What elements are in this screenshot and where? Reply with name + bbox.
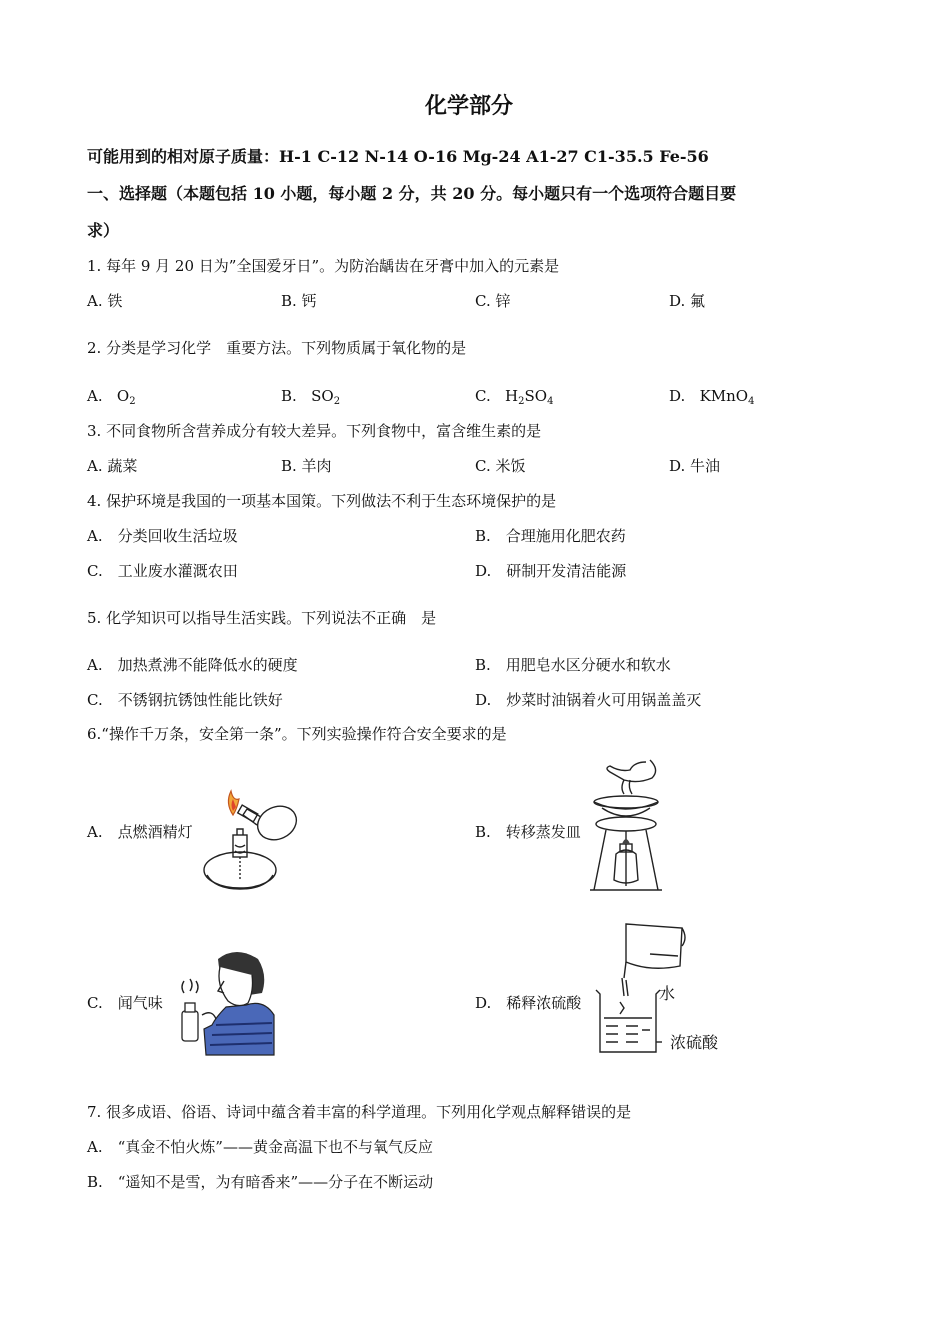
water-label: 水: [659, 984, 676, 1003]
q4-option-a[interactable]: A. 分类回收生活垃圾: [87, 527, 238, 545]
q5-option-a[interactable]: A. 加热煮沸不能降低水的硬度: [87, 656, 298, 674]
subscript: 2: [129, 396, 136, 407]
q4-option-c[interactable]: C. 工业废水灌溉农田: [87, 562, 238, 580]
q3-option-b[interactable]: B. 羊肉: [281, 457, 332, 475]
option-label: A.: [87, 387, 103, 405]
q6-option-c[interactable]: C. 闻气味: [87, 994, 163, 1012]
q2-option-c[interactable]: [475, 386, 553, 406]
q4-stem: 4. 保护环境是我国的一项基本国策。下列做法不利于生态环境保护的是: [87, 492, 557, 510]
option-label: B.: [281, 387, 297, 405]
formula: O: [116, 387, 130, 405]
subscript: 2: [518, 396, 525, 407]
q3-option-d[interactable]: D. 牛油: [669, 457, 721, 475]
q2-option-d[interactable]: [669, 386, 754, 406]
q3-option-a[interactable]: A. 蔬菜: [87, 457, 138, 475]
formula: SO: [311, 387, 334, 405]
q7-option-b[interactable]: B. “遥知不是雪，为有暗香来”——分子在不断运动: [87, 1173, 434, 1191]
formula: H: [505, 387, 519, 405]
q5-option-c[interactable]: C. 不锈钢抗锈蚀性能比铁好: [87, 691, 283, 709]
q7-option-a[interactable]: A. “真金不怕火炼”——黄金高温下也不与氧气反应: [87, 1138, 433, 1156]
q7-stem: 7. 很多成语、俗语、诗词中蕴含着丰富的科学道理。下列用化学观点解释错误的是: [87, 1103, 632, 1121]
subscript: 4: [748, 396, 755, 407]
subscript: 2: [333, 396, 341, 407]
q1-option-c[interactable]: C. 锌: [475, 292, 511, 310]
q3-stem: 3. 不同食物所含营养成分有较大差异。下列食物中，富含维生素的是: [87, 422, 542, 440]
section-heading-line2: 求）: [87, 221, 120, 240]
q6-option-a[interactable]: A. 点燃酒精灯: [87, 823, 193, 841]
q6-stem: 6.“操作千万条，安全第一条”。下列实验操作符合安全要求的是: [87, 725, 507, 743]
evaporating-dish-figure: [580, 758, 670, 900]
q5-stem: 5. 化学知识可以指导生活实践。下列说法不正确 是: [87, 609, 437, 627]
q3-option-c[interactable]: C. 米饭: [475, 457, 526, 475]
alcohol-lamp-figure: [195, 785, 305, 893]
q2-option-a[interactable]: [87, 386, 136, 406]
q5-option-b[interactable]: B. 用肥皂水区分硬水和软水: [475, 656, 671, 674]
page-title: 化学部分: [425, 93, 514, 119]
formula: SO: [524, 387, 548, 405]
smelling-gas-figure: [176, 945, 276, 1061]
option-label: D.: [669, 387, 686, 405]
q5-option-d[interactable]: D. 炒菜时油锅着火可用锅盖盖灭: [475, 691, 702, 709]
q1-option-a[interactable]: A. 铁: [87, 292, 123, 310]
atomic-mass-note: 可能用到的相对原子质量：H-1 C-12 N-14 O-16 Mg-24 A1-27 C1-35.5 Fe-56: [87, 147, 709, 166]
q2-stem: 2. 分类是学习化学 重要方法。下列物质属于氧化物的是: [87, 339, 467, 357]
q4-option-d[interactable]: D. 研制开发清洁能源: [475, 562, 627, 580]
q6-option-d[interactable]: D. 稀释浓硫酸: [475, 994, 582, 1012]
formula: KMnO: [699, 387, 749, 405]
section-heading-line1: 一、选择题（本题包括 10 小题，每小题 2 分，共 20 分。每小题只有一个选项符合题目要: [87, 184, 737, 203]
acid-label: 浓硫酸: [670, 1033, 719, 1052]
q1-stem: 1. 每年 9 月 20 日为”全国爱牙日”。为防治龋齿在牙膏中加入的元素是: [87, 257, 560, 275]
option-label: C.: [475, 387, 491, 405]
subscript: 4: [547, 396, 554, 407]
q4-option-b[interactable]: B. 合理施用化肥农药: [475, 527, 626, 545]
q6-option-b[interactable]: B. 转移蒸发皿: [475, 823, 581, 841]
q2-option-b[interactable]: [281, 386, 340, 406]
q1-option-d[interactable]: D. 氟: [669, 292, 706, 310]
q1-option-b[interactable]: B. 钙: [281, 292, 317, 310]
